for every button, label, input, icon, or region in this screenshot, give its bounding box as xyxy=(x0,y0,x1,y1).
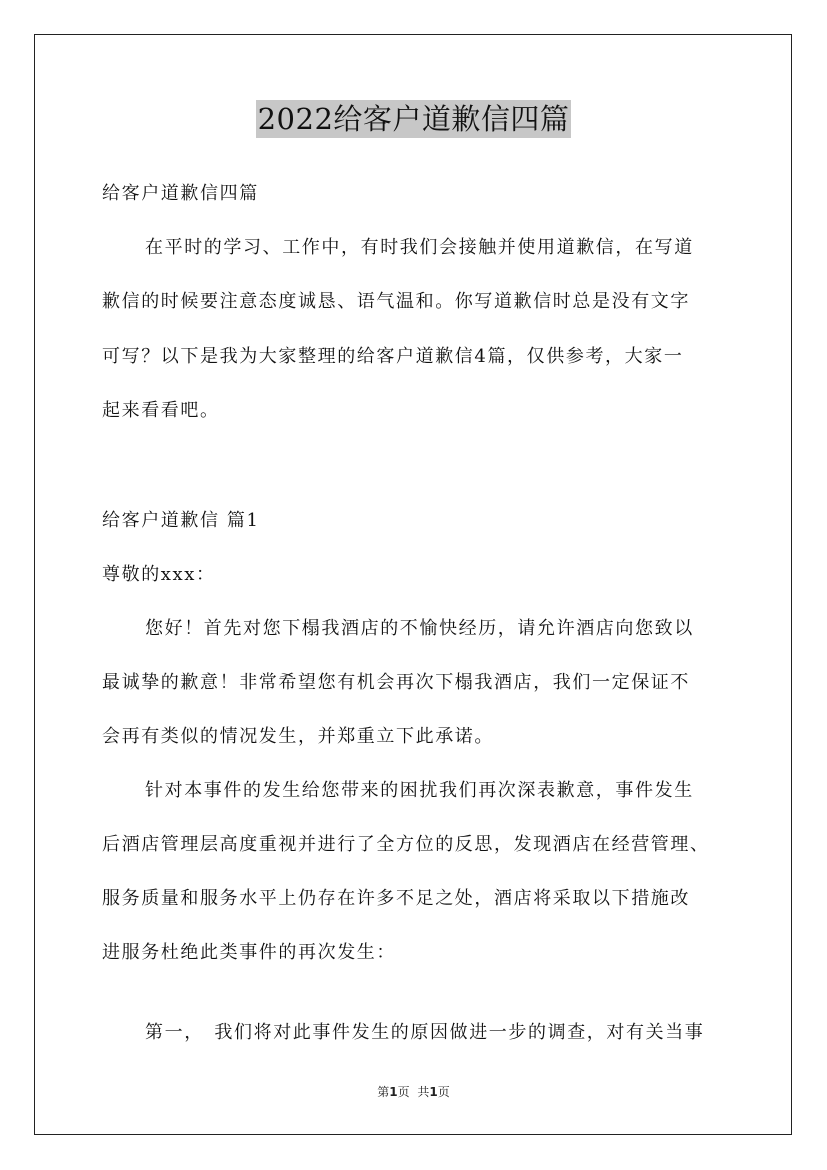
page-number: 1 xyxy=(389,1085,398,1099)
paragraph-line: 最诚挚的歉意！非常希望您有机会再次下榻我酒店，我们一定保证不 xyxy=(102,672,690,693)
salutation-line: 尊敬的xxx： xyxy=(102,564,216,585)
document-title: 2022给客户道歉信四篇 xyxy=(257,102,570,136)
paragraph-line: 可写？以下是我为大家整理的给客户道歉信4篇，仅供参考，大家一 xyxy=(102,346,684,367)
total-label-prefix: 共 xyxy=(417,1085,430,1099)
paragraph-line: 后酒店管理层高度重视并进行了全方位的反思，发现酒店在经营管理、 xyxy=(102,834,710,855)
paragraph-line: 歉信的时候要注意态度诚恳、语气温和。你写道歉信时总是没有文字 xyxy=(102,291,690,312)
section-heading: 给客户道歉信 篇1 xyxy=(102,510,260,531)
page-label-prefix: 第 xyxy=(377,1085,390,1099)
subtitle-line: 给客户道歉信四篇 xyxy=(102,183,259,204)
paragraph-line: 在平时的学习、工作中，有时我们会接触并使用道歉信，在写道 xyxy=(145,237,694,258)
total-label-suffix: 页 xyxy=(437,1085,450,1099)
paragraph-line: 起来看看吧。 xyxy=(102,400,220,421)
paragraph-line: 会再有类似的情况发生，并郑重立下此承诺。 xyxy=(102,726,494,747)
page-footer xyxy=(0,1084,827,1100)
paragraph-line: 进服务杜绝此类事件的再次发生： xyxy=(102,942,396,963)
paragraph-line: 针对本事件的发生给您带来的困扰我们再次深表歉意，事件发生 xyxy=(145,780,694,801)
title-container xyxy=(0,100,827,138)
paragraph-line: 服务质量和服务水平上仍存在许多不足之处，酒店将采取以下措施改 xyxy=(102,888,690,909)
paragraph-line: 第一， 我们将对此事件发生的原因做进一步的调查，对有关当事 xyxy=(145,1022,705,1043)
page-label-suffix: 页 xyxy=(397,1085,410,1099)
total-pages: 1 xyxy=(429,1085,438,1099)
paragraph-line: 您好！首先对您下榻我酒店的不愉快经历，请允许酒店向您致以 xyxy=(145,618,694,639)
